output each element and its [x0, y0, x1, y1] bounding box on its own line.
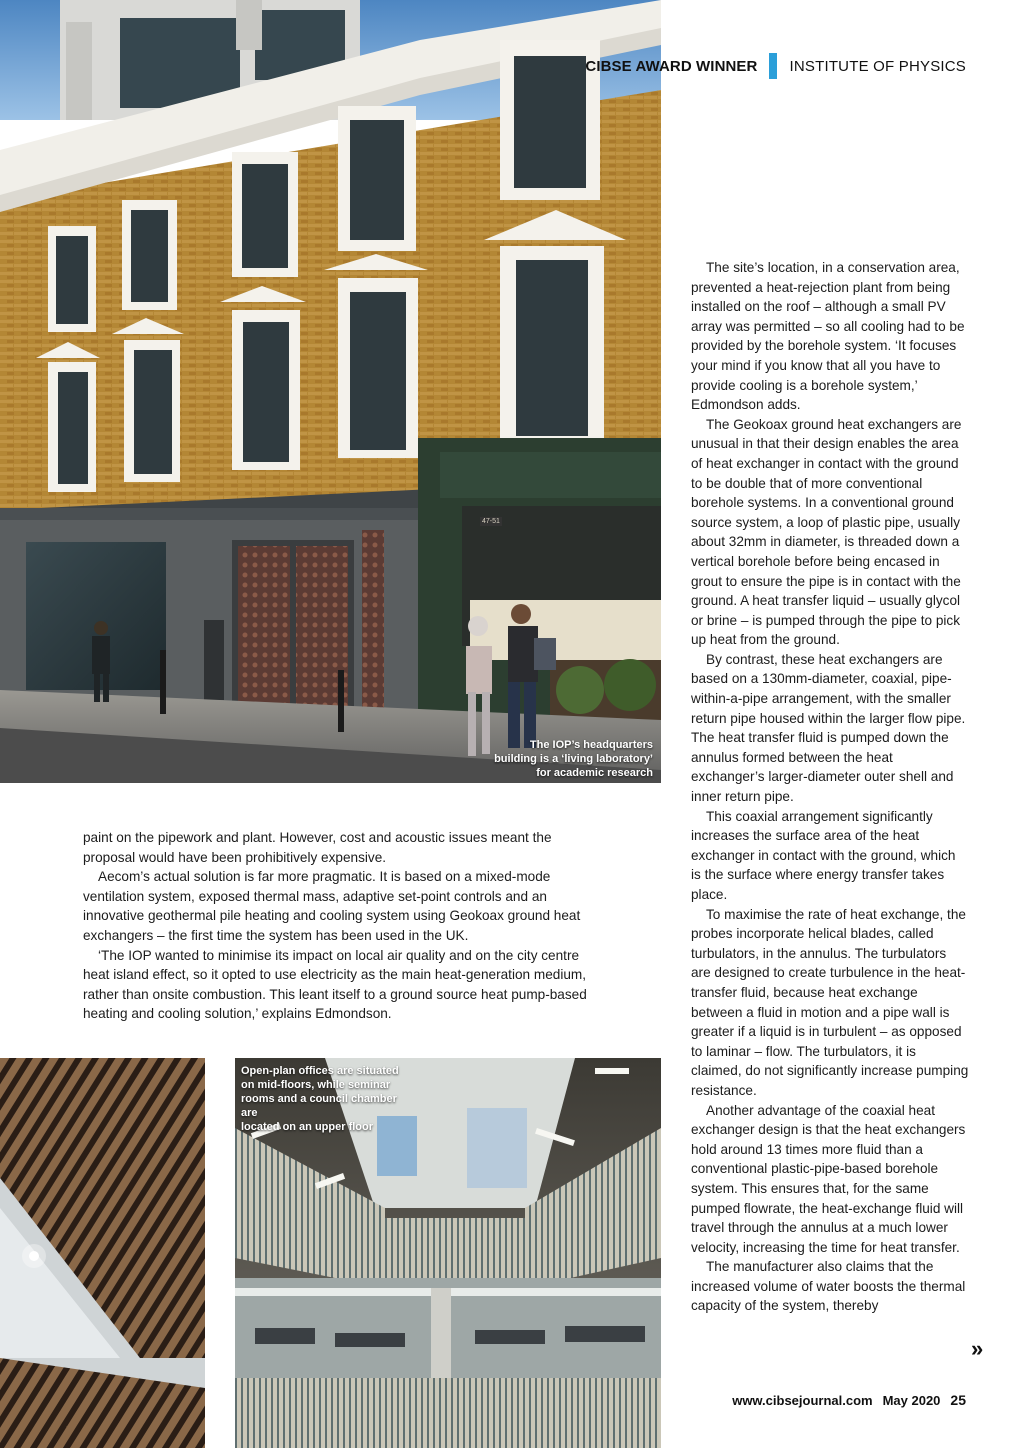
hero-caption: [483, 738, 653, 780]
photo-open-plan-offices: [235, 1058, 661, 1448]
office-caption-line: Open-plan offices are situated: [241, 1065, 399, 1077]
running-header: [585, 54, 966, 78]
office-caption: [241, 1064, 411, 1134]
building-illustration: [0, 0, 661, 783]
body-paragraph: ‘The IOP wanted to minimise its impact on local air quality and on the city centre heat island effect, so it opted to use electricity as the main heat-generation medium, rather than onsite combustion. This leant itself to a ground source heat pump-based heating and cooling solution,’ explains Edmondson.: [83, 947, 587, 1022]
body-paragraph: The manufacturer also claims that the increased volume of water boosts the thermal capacity of the system, thereby: [691, 1259, 966, 1314]
body-paragraph: Aecom’s actual solution is far more pragmatic. It is based on a mixed-mode ventilation system, exposed thermal mass, adaptive set-point controls and an innovative geothermal pile heating and cooling system using Geokoax ground heat exchangers – the first time the system has been used in the UK.: [83, 869, 581, 943]
body-paragraph: Another advantage of the coaxial heat exchanger design is that the heat exchangers hold around 13 times more fluid than a conventional plastic-pipe-based borehole system. This ensures that, for the same pumped flowrate, the heat-exchange fluid will travel through the annulus at a much lower velocity, increasing the time for heat transfer.: [691, 1102, 966, 1255]
continue-arrow-icon: »: [971, 1336, 984, 1361]
office-caption-line: rooms and a council chamber are: [241, 1093, 397, 1119]
body-paragraph: paint on the pipework and plant. However, cost and acoustic issues meant the proposal would have been prohibitively expensive.: [83, 830, 552, 865]
hero-caption-line: The IOP’s headquarters: [529, 739, 653, 751]
slats-illustration: [0, 1058, 205, 1448]
footer-date: May 2020: [882, 1393, 941, 1408]
left-article-column: [83, 828, 588, 1024]
door-number-sign: 47-51: [482, 518, 500, 525]
header-divider-bar: [769, 53, 777, 79]
office-caption-line: on mid-floors, while seminar: [241, 1079, 391, 1091]
hero-caption-line: for academic research: [536, 767, 653, 779]
page-footer: [732, 1392, 966, 1408]
award-label: CIBSE AWARD WINNER: [585, 57, 758, 75]
body-paragraph: The Geokoax ground heat exchangers are unusual in that their design enables the area of heat exchanger in contact with the ground to be double that of more conventional borehole systems. In a conventional ground source system, a loop of plastic pipe, usually about 32mm in diameter, is threaded down a vertical borehole before being encased in grout to ensure the pipe is in contact with the ground. A heat transfer liquid – usually glycol or brine – is pumped through the pipe to pick up heat from the ground.: [691, 416, 962, 648]
footer-url: www.cibsejournal.com: [732, 1393, 873, 1408]
body-paragraph: By contrast, these heat exchangers are based on a 130mm-diameter, coaxial, pipe-within-a-pipe arrangement, with the smaller return pipe housed within the larger flow pipe. The heat transfer fluid is pumped down the annulus formed between the heat exchanger’s larger-diameter outer shell and inner return pipe.: [691, 651, 966, 805]
body-paragraph: To maximise the rate of heat exchange, the probes incorporate helical blades, called turbulators, in the annulus. The turbulators are designed to create turbulence in the heat-transfer fluid, because heat exchange between a fluid in motion and a pipe wall is greater if a liquid is in turbulent – as opposed to laminar – flow. The turbulators, it is claimed, do not significantly increase pumping resistance.: [691, 906, 969, 1098]
office-caption-line: located on an upper floor: [241, 1121, 374, 1133]
hero-photo-building: [0, 0, 661, 783]
section-label: INSTITUTE OF PHYSICS: [789, 57, 966, 75]
hero-caption-line: building is a ‘living laboratory’: [494, 753, 653, 765]
body-paragraph: This coaxial arrangement significantly increases the surface area of the heat exchanger in contact with the ground, which is the surface where energy transfer takes place.: [691, 808, 956, 902]
photo-timber-slats: [0, 1058, 205, 1448]
right-article-column: [691, 258, 969, 1316]
body-paragraph: The site’s location, in a conservation area, prevented a heat-rejection plant from being installed on the roof – although a small PV array was permitted – so all cooling had to be provided by the borehole system. ‘It focuses your mind if you know that all you have to provide cooling is a borehole system,’ Edmondson adds.: [691, 260, 965, 413]
page-number: 25: [950, 1392, 966, 1408]
